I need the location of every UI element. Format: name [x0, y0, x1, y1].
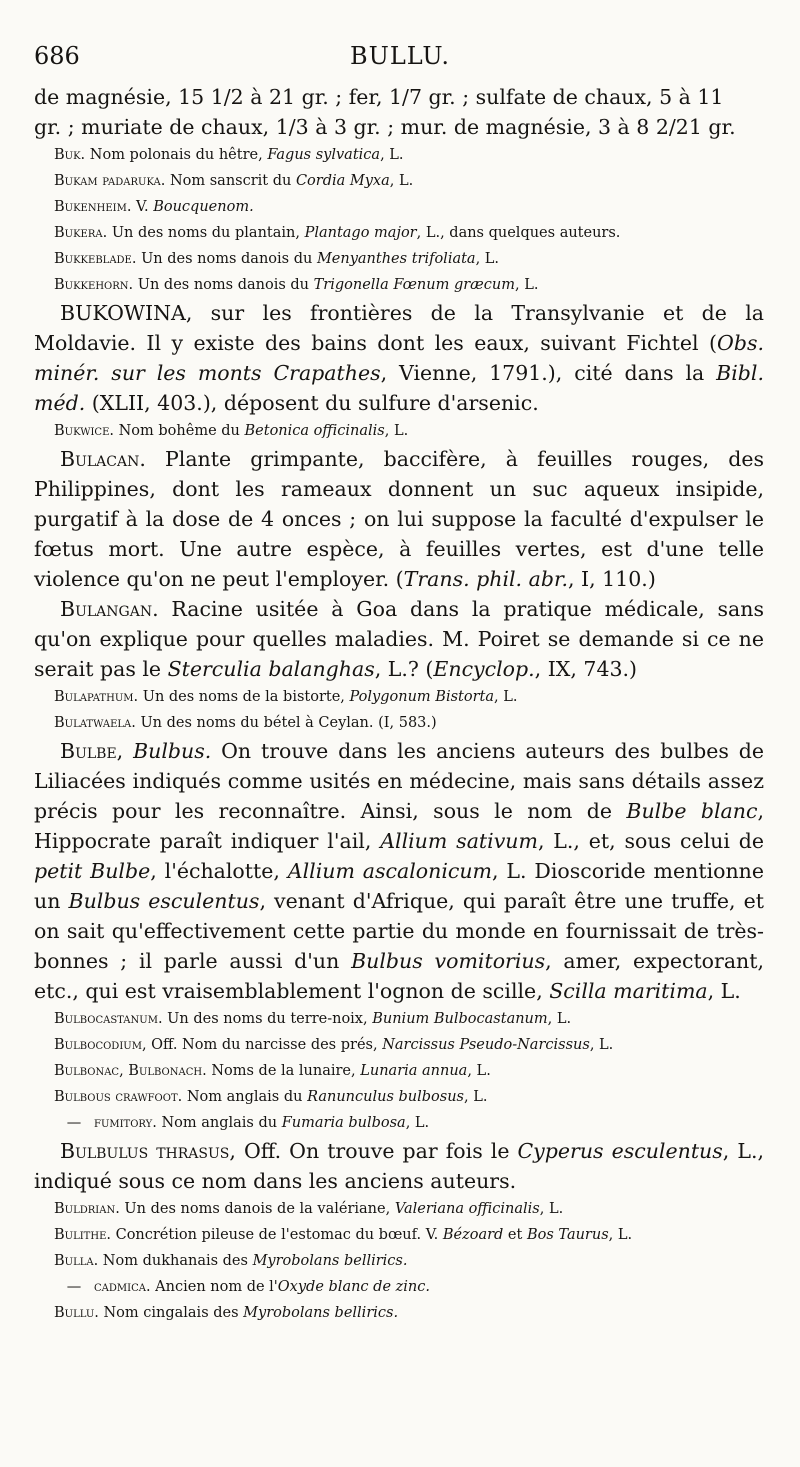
headword: cadmica. — [94, 1279, 151, 1295]
headword: Bulangan. — [60, 597, 159, 621]
entry-bulbocastanum: Bulbocastanum. Un des noms du terre-noix, Bunium Bulbocastanum, L. — [54, 1011, 572, 1027]
headword: Bullu. — [54, 1305, 99, 1321]
entry-bulbocodium: Bulbocodium, Off. Nom du narcisse des prés, Narcissus Pseudo-Narcissus, L. — [54, 1037, 614, 1053]
entry-bulbous-crawfoot: Bulbous crawfoot. Nom anglais du Ranunculus bulbosus, L. — [54, 1089, 488, 1105]
entry-bulacan: Bulacan. Plante grimpante, baccifère, à feuilles rouges, des Philippines, dont les rameaux donnent un suc aqueux insipide, purgatif à la dose de 4 onces ; on lui suppose la faculté d'expulser le fœtus mort. Une autre espèce, à feuilles vertes, est d'une telle violence qu'on ne peut l'employer. (Trans. phil. abr., I, 110.) — [34, 447, 764, 591]
headword: Bukenheim. — [54, 199, 132, 215]
headword: Bukkehorn. — [54, 277, 134, 293]
page-content — [34, 82, 764, 1326]
entry-bulbous-fumitory: — fumitory. Nom anglais du Fumaria bulbosa, L. — [34, 1110, 764, 1136]
headword: Bukkeblade. — [54, 251, 137, 267]
headword: Bukera. — [54, 225, 108, 241]
entry-buldrian: Buldrian. Un des noms danois de la valériane, Valeriana officinalis, L. — [54, 1201, 564, 1217]
continued-line-1: de magnésie, 15 1/2 à 21 gr. ; fer, 1/7 gr. ; sulfate de chaux, 5 à 11 — [34, 85, 724, 109]
page-number: 686 — [34, 42, 80, 70]
entry-bulithe: Bulithe. Concrétion pileuse de l'estomac du bœuf. V. Bézoard et Bos Taurus, L. — [54, 1227, 633, 1243]
entry-bukowina: BUKOWINA, sur les frontières de la Transylvanie et de la Moldavie. Il y existe des bains dont les eaux, suivant Fichtel (Obs. minér. sur les monts Crapathes, Vienne, 1791.), cité dans la Bibl. méd. (XLII, 403.), déposent du sulfure d'arsenic. — [34, 301, 764, 415]
entry-bulla-cadmica: — cadmica. Ancien nom de l'Oxyde blanc de zinc. — [34, 1274, 764, 1300]
headword: Bulacan. — [60, 447, 146, 471]
entry-bukenheim: Bukenheim. V. Boucquenom. — [54, 199, 254, 215]
headword: Bulbulus thrasus — [60, 1139, 230, 1163]
entry-bukwice: Bukwice. Nom bohême du Betonica officinalis, L. — [54, 423, 409, 439]
entry-bullu: Bullu. Nom cingalais des Myrobolans bellirics. — [54, 1305, 399, 1321]
headword: Bukam padaruka. — [54, 173, 166, 189]
entry-bulbulus-thrasus: Bulbulus thrasus, Off. On trouve par fois le Cyperus esculentus, L., indiqué sous ce nom dans les anciens auteurs. — [34, 1139, 764, 1193]
entry-bukera: Bukera. Un des noms du plantain, Plantago major, L., dans quelques auteurs. — [54, 225, 621, 241]
ditto-dash: — — [66, 1279, 82, 1295]
entry-bulangan: Bulangan. Racine usitée à Goa dans la pratique médicale, sans qu'on explique pour quelles maladies. M. Poiret se demande si ce ne serait pas le Sterculia balanghas, L.? (Encyclop., IX, 743.) — [34, 597, 764, 681]
entry-bulla: Bulla. Nom dukhanais des Myrobolans bellirics. — [54, 1253, 408, 1269]
headword: fumitory. — [94, 1115, 157, 1131]
continued-line-2: gr. ; muriate de chaux, 1/3 à 3 gr. ; mur. de magnésie, 3 à 8 2/21 gr. — [34, 115, 736, 139]
headword: Bulatwaela. — [54, 715, 136, 731]
headword: Bulithe. — [54, 1227, 111, 1243]
ditto-dash: — — [66, 1115, 82, 1131]
headword: Bulbe — [60, 739, 117, 763]
headword: Bulbous crawfoot. — [54, 1089, 183, 1105]
entry-bulbonac: Bulbonac, Bulbonach. Noms de la lunaire, Lunaria annua, L. — [54, 1063, 491, 1079]
page-header — [34, 42, 766, 78]
entry-bulatwaela: Bulatwaela. Un des noms du bétel à Ceylan. (I, 583.) — [54, 715, 437, 731]
continued-text — [34, 82, 764, 142]
running-head: BULLU. — [349, 42, 451, 70]
entry-bulbe: Bulbe, Bulbus. On trouve dans les anciens auteurs des bulbes de Liliacées indiqués comme usités en médecine, mais sans détails assez précis pour les reconnaître. Ainsi, sous le nom de Bulbe blanc, Hippocrate paraît indiquer l'ail, Allium sativum, L., et, sous celui de petit Bulbe, l'échalotte, Allium ascalonicum, L. Dioscoride mentionne un Bulbus esculentus, venant d'Afrique, qui paraît être une truffe, et on sait qu'effectivement cette partie du monde en fournissait de très-bonnes ; il parle aussi d'un Bulbus vomitorius, amer, expectorant, etc., qui est vraisemblablement l'ognon de scille, Scilla maritima, L. — [34, 739, 765, 1003]
headword: Bulla. — [54, 1253, 99, 1269]
headword: Bulbonac, Bulbonach. — [54, 1063, 207, 1079]
entry-bulapathum: Bulapathum. Un des noms de la bistorte, Polygonum Bistorta, L. — [54, 689, 518, 705]
headword: Buk. — [54, 147, 86, 163]
entry-bukkeblade: Bukkeblade. Un des noms danois du Menyanthes trifoliata, L. — [54, 251, 500, 267]
entry-buk: Buk. Nom polonais du hêtre, Fagus sylvatica, L. — [54, 147, 404, 163]
headword: Bulapathum. — [54, 689, 139, 705]
headword: Bulbocodium — [54, 1037, 142, 1053]
headword: Bukwice. — [54, 423, 114, 439]
headword: Bulbocastanum. — [54, 1011, 163, 1027]
entry-bukam-padaruka: Bukam padaruka. Nom sanscrit du Cordia Myxa, L. — [54, 173, 414, 189]
entry-bukkehorn: Bukkehorn. Un des noms danois du Trigonella Fœnum græcum, L. — [54, 277, 539, 293]
headword: Buldrian. — [54, 1201, 120, 1217]
